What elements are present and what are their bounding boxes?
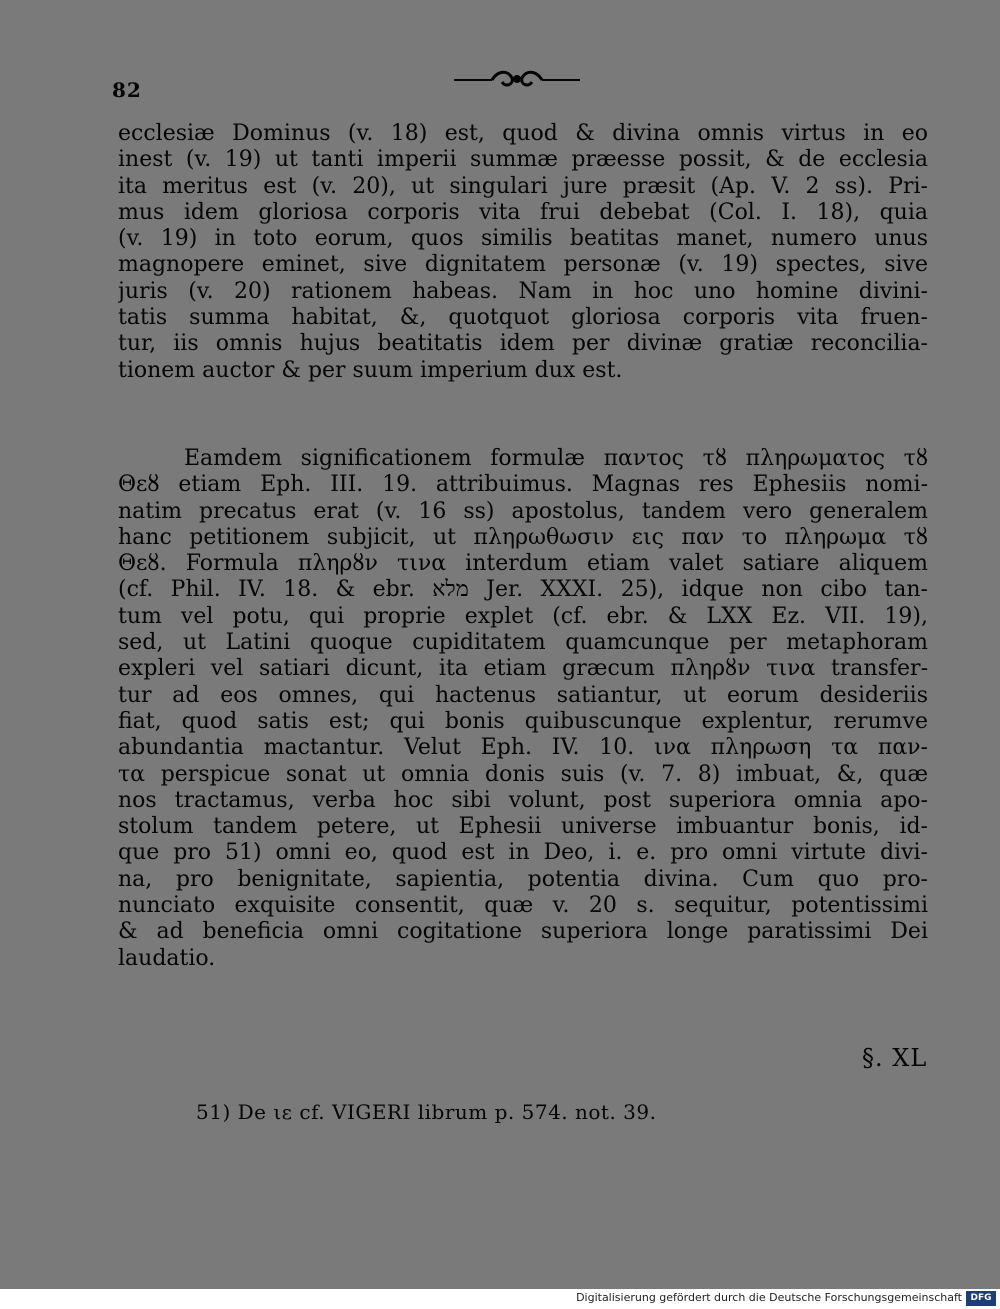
text-line: (v. 19) in toto eorum, quos similis beatitas manet, numero unus (118, 226, 928, 252)
text-line: que pro 51) omni eo, quod est in Deo, i. e. pro omni virtute divi- (118, 840, 928, 866)
section-catchword: §. XL (862, 1044, 928, 1072)
text-line: ecclesiæ Dominus (v. 18) est, quod & divina omnis virtus in eo (118, 121, 928, 146)
text-line: inest (v. 19) ut tanti imperii summæ præesse possit, & de ecclesia (118, 147, 928, 173)
footer-bar (0, 1289, 1000, 1309)
text-line: expleri vel satiari dicunt, ita etiam græcum πληρȣν τινα transfer- (118, 656, 928, 682)
text-line: & ad beneficia omni cogitatione superiora longe paratissimi Dei (118, 919, 928, 945)
text-line: tatis summa habitat, &, quotquot gloriosa corporis vita fruen- (118, 305, 928, 331)
text-line: tur, iis omnis hujus beatitatis idem per divinæ gratiæ reconcilia- (118, 331, 928, 357)
text-line: Θεȣ etiam Eph. III. 19. attribuimus. Magnas res Ephesiis nomi- (118, 472, 928, 498)
text-line: sed, ut Latini quoque cupiditatem quamcunque per metaphoram (118, 630, 928, 656)
text-line: nunciato exquisite consentit, quæ v. 20 s. sequitur, potentissimi (118, 893, 928, 919)
text-line: hanc petitionem subjicit, ut πληρωθωσιν εις παν το πληρωμα τȣ (118, 524, 928, 550)
text-line: ita meritus est (v. 20), ut singulari jure præsit (Ap. V. 2 ss). Pri- (118, 173, 928, 199)
text-line: Θεȣ. Formula πληρȣν τινα interdum etiam valet satiare aliquem (118, 551, 928, 577)
text-line: Eamdem significationem formulæ παντος τȣ πληρωματος τȣ (184, 446, 928, 471)
text-line-last: laudatio. (118, 945, 216, 971)
text-line: (cf. Phil. IV. 18. & ebr. מלא Jer. XXXI. 25), idque non cibo tan- (118, 577, 928, 603)
text-line: stolum tandem petere, ut Ephesii universe imbuantur bonis, id- (118, 814, 928, 840)
text-line: fiat, quod satis est; qui bonis quibuscunque explentur, rerumve (118, 708, 928, 734)
text-line: natim precatus erat (v. 16 ss) apostolus, tandem vero generalem (118, 498, 928, 524)
text-line: magnopere eminet, sive dignitatem personæ (v. 19) spectes, sive (118, 252, 928, 278)
text-line: nos tractamus, verba hoc sibi volunt, post superiora omnia apo- (118, 787, 928, 813)
text-line: abundantia mactantur. Velut Eph. IV. 10. ινα πληρωση τα παν- (118, 735, 928, 761)
text-line: juris (v. 20) rationem habeas. Nam in hoc uno homine divini- (118, 278, 928, 304)
text-line: tur ad eos omnes, qui hactenus satiantur, ut eorum desideriis (118, 682, 928, 708)
body-paragraph-2 (118, 446, 928, 972)
funding-credit: Digitalisierung gefördert durch die Deutsche Forschungsgemeinschaft (576, 1291, 962, 1304)
page-number: 82 (112, 78, 142, 102)
text-line: mus idem gloriosa corporis vita frui debebat (Col. I. 18), quia (118, 199, 928, 225)
footnote: 51) De ιε cf. VIGERI librum p. 574. not. 39. (196, 1100, 657, 1124)
ornament-flourish (452, 66, 582, 94)
text-line: na, pro benignitate, sapientia, potentia divina. Cum quo pro- (118, 866, 928, 892)
text-line-last: tionem auctor & per suum imperium dux est. (118, 357, 623, 383)
dfg-logo: DFG (966, 1291, 996, 1306)
text-line: τα perspicue sonat ut omnia donis suis (v. 7. 8) imbuat, &, quæ (118, 761, 928, 787)
text-line: tum vel potu, qui proprie explet (cf. ebr. & LXX Ez. VII. 19), (118, 603, 928, 629)
body-paragraph-1 (118, 121, 928, 384)
